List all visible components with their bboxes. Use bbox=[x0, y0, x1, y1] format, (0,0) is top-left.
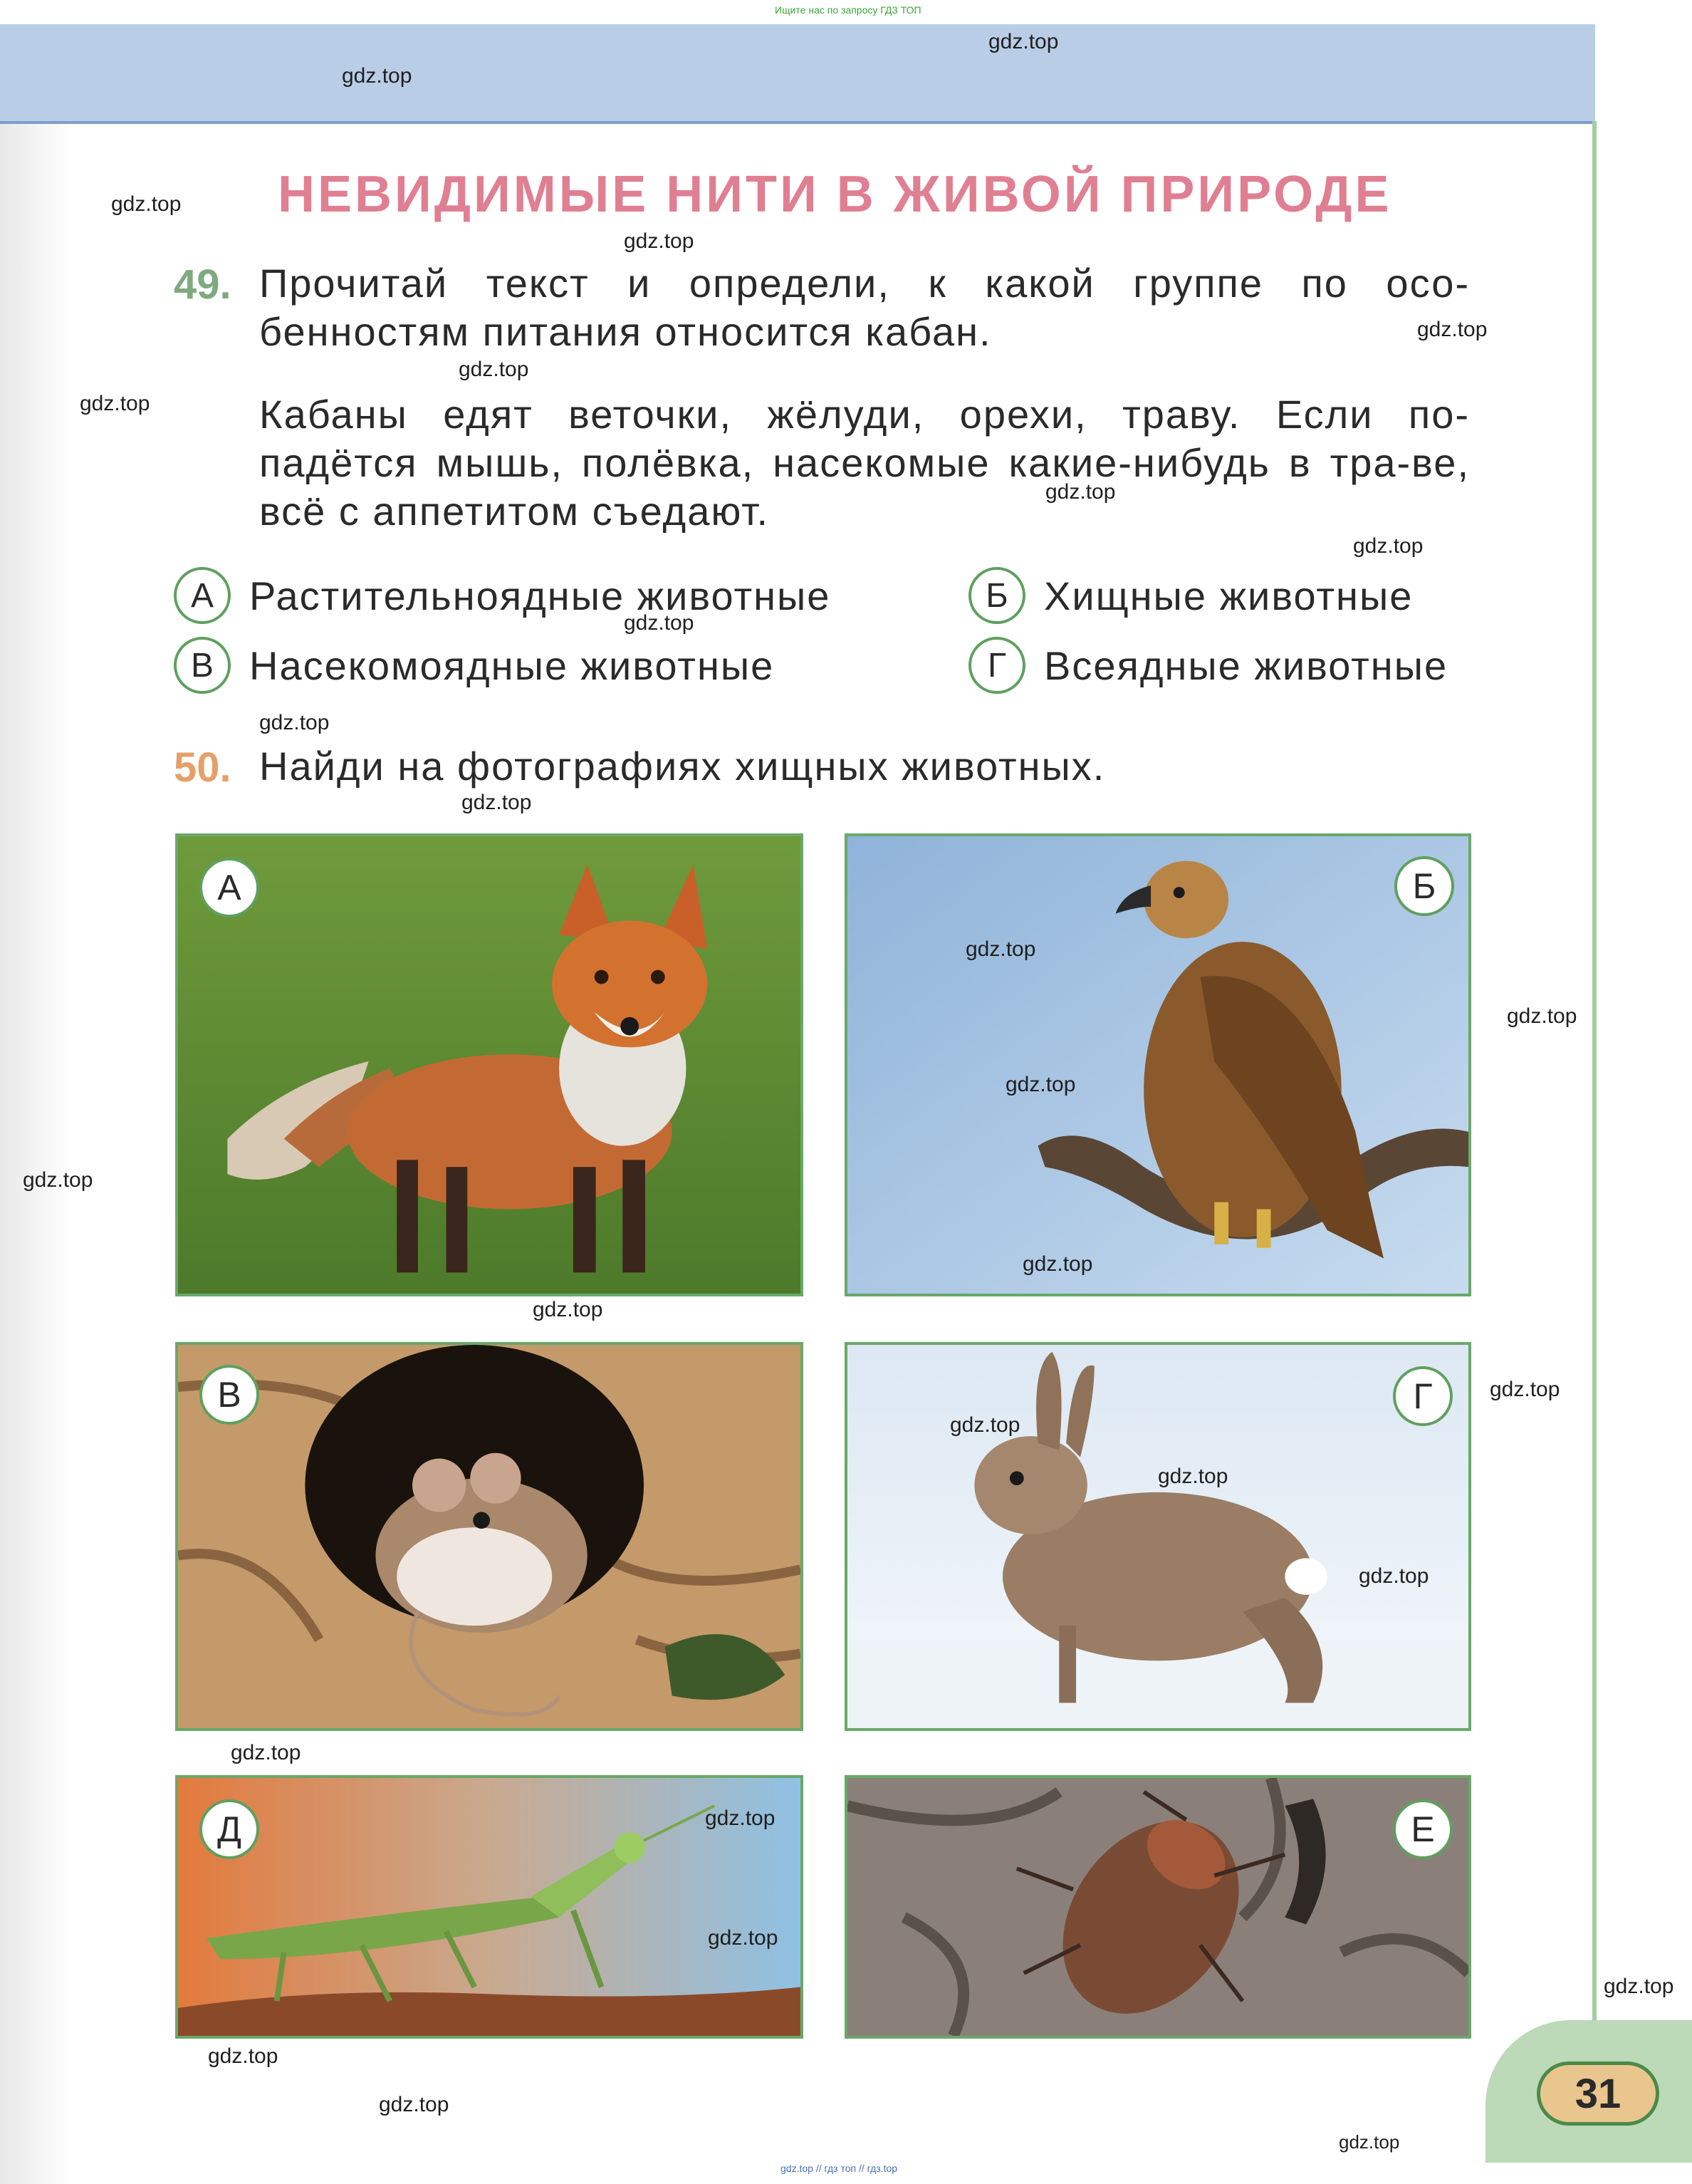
watermark: gdz.top bbox=[1023, 1252, 1093, 1276]
watermark: gdz.top bbox=[1490, 1378, 1560, 1401]
watermark: gdz.top bbox=[461, 791, 532, 814]
header-band-border bbox=[0, 121, 1595, 124]
watermark: gdz.top bbox=[1353, 534, 1424, 558]
photo-eagle[interactable] bbox=[845, 833, 1471, 1296]
watermark: gdz.top bbox=[342, 64, 412, 88]
photo-mouse[interactable] bbox=[175, 1342, 803, 1731]
page-gutter-shadow bbox=[0, 124, 71, 2184]
watermark: gdz.top bbox=[23, 1168, 93, 1192]
watermark: gdz.top bbox=[231, 1741, 301, 1764]
page-number: 31 bbox=[1537, 2061, 1659, 2126]
photo-g-badge: Г bbox=[1393, 1366, 1453, 1426]
watermark: gdz.top bbox=[459, 358, 529, 381]
watermark: gdz.top bbox=[624, 611, 694, 635]
photo-d-badge: Д bbox=[199, 1799, 259, 1859]
photo-hare[interactable] bbox=[845, 1342, 1471, 1731]
option-a-circle: А bbox=[174, 567, 231, 624]
hare-illustration bbox=[847, 1345, 1468, 1728]
photo-v-badge: В bbox=[199, 1365, 259, 1425]
watermark: gdz.top bbox=[988, 30, 1059, 53]
option-v-label: Насекомоядные животные bbox=[249, 643, 775, 688]
beetle-illustration bbox=[847, 1778, 1468, 2036]
watermark: gdz.top bbox=[708, 1926, 778, 1950]
watermark: gdz.top bbox=[1507, 1004, 1577, 1028]
watermark: gdz.top bbox=[1006, 1073, 1076, 1096]
watermark: gdz.top bbox=[1604, 1975, 1674, 1998]
option-a-label: Растительноядные животные bbox=[249, 573, 831, 618]
mouse-illustration bbox=[178, 1345, 800, 1728]
watermark: gdz.top bbox=[705, 1806, 776, 1830]
header-band bbox=[0, 24, 1595, 121]
option-b-circle: Б bbox=[968, 567, 1025, 624]
task-50-number: 50. bbox=[174, 744, 231, 791]
option-b[interactable] bbox=[968, 563, 1413, 628]
right-margin-rule bbox=[1592, 121, 1597, 2148]
option-v[interactable] bbox=[174, 633, 774, 698]
option-g-label: Всеядные животные bbox=[1044, 643, 1448, 688]
bottom-notice: gdz.top // гдз топ // гдз.top bbox=[780, 2163, 898, 2174]
page-title: НЕВИДИМЫЕ НИТИ В ЖИВОЙ ПРИРОДЕ bbox=[278, 166, 1392, 223]
watermark: gdz.top bbox=[533, 1298, 603, 1321]
option-v-circle: В bbox=[174, 637, 231, 694]
task-49-text: Прочитай текст и определи, к какой группе по осо-бенностям питания относится кабан. bbox=[259, 261, 1470, 354]
watermark: gdz.top bbox=[1417, 318, 1488, 341]
watermark: gdz.top bbox=[80, 392, 150, 415]
watermark: gdz.top bbox=[111, 192, 182, 216]
watermark: gdz.top bbox=[208, 2044, 278, 2068]
photo-fox[interactable] bbox=[175, 833, 803, 1296]
eagle-illustration bbox=[847, 836, 1468, 1294]
watermark: gdz.top bbox=[379, 2093, 449, 2116]
watermark: gdz.top bbox=[1359, 1564, 1429, 1588]
watermark: gdz.top bbox=[1339, 2131, 1400, 2153]
watermark: gdz.top bbox=[259, 711, 330, 734]
option-b-label: Хищные животные bbox=[1044, 573, 1414, 618]
photo-beetle[interactable] bbox=[845, 1775, 1471, 2039]
option-g-circle: Г bbox=[968, 637, 1025, 694]
task-49-passage: Кабаны едят веточки, жёлуди, орехи, траву. Если по-падётся мышь, полёвка, насекомые какие-нибудь в тра-ве, всё с аппетитом съедают. bbox=[259, 392, 1470, 534]
watermark: gdz.top bbox=[1158, 1465, 1228, 1488]
option-g[interactable] bbox=[968, 633, 1448, 698]
photo-a-badge: А bbox=[199, 858, 259, 917]
watermark: gdz.top bbox=[966, 937, 1036, 961]
watermark: gdz.top bbox=[1045, 480, 1116, 504]
watermark: gdz.top bbox=[950, 1413, 1020, 1437]
task-50-text: Найди на фотографиях хищных животных. bbox=[259, 744, 1106, 789]
watermark: gdz.top bbox=[624, 229, 694, 253]
task-49-number: 49. bbox=[174, 261, 231, 308]
top-notice: Ищите нас по запросу ГДЗ ТОП bbox=[775, 4, 921, 16]
photo-e-badge: Е bbox=[1393, 1799, 1453, 1859]
photo-b-badge: Б bbox=[1394, 856, 1454, 916]
option-a[interactable] bbox=[174, 563, 830, 628]
fox-illustration bbox=[178, 836, 800, 1294]
